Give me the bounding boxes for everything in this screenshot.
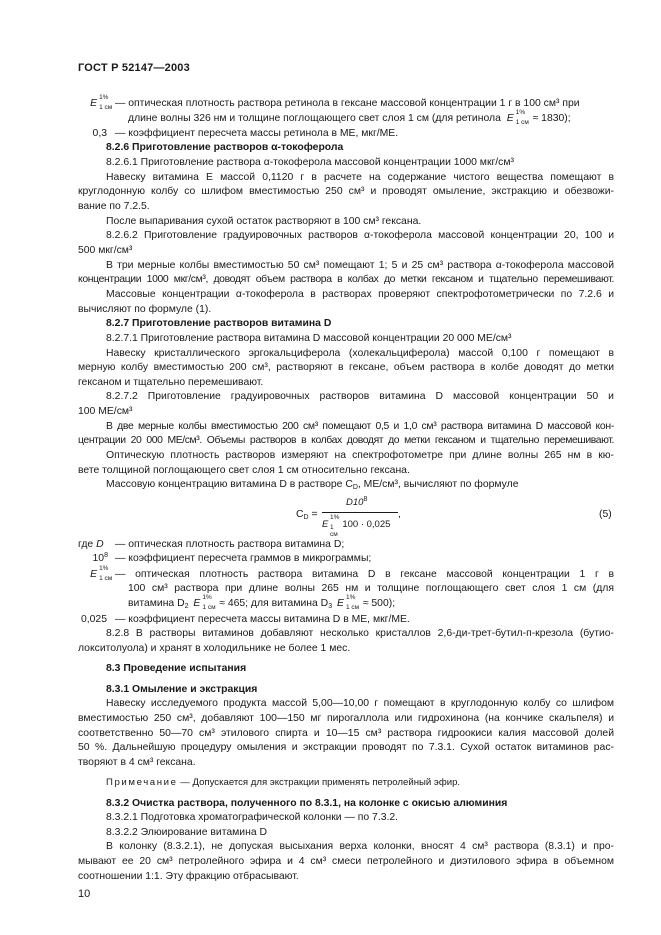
- para-832-a: В колонку (8.3.2.1), не допуская высыхания верха колонки, вносят 4 см³ раствора (8.3.1) и про-: [106, 841, 614, 852]
- para-827-p6: Массовую концентрацию витамина D в растворе $C_D$, МЕ/см³, вычисляют по формуле: [106, 479, 519, 491]
- def-108-symbol: $10^8$: [92, 552, 108, 564]
- def-e1cm-line1: — оптическая плотность раствора ретинола в гексане массовой концентрации 1 г в 100 см³ при: [115, 98, 580, 109]
- note-text: — Допускается для экстракции применять петролейный эфир.: [180, 777, 461, 788]
- def-symbol-03: 0,3: [92, 128, 107, 139]
- para-826-p6b: вычисляют по формуле (1).: [78, 304, 212, 315]
- heading-83: 8.3 Проведение испытания: [106, 663, 247, 674]
- para-831-a: Навеску исследуемого продукта массой 5,00—10,00 г помещают в круглодонную колбу со шлифом: [106, 698, 614, 709]
- para-827-p5a: Оптическую плотность растворов измеряют на спектрофотометре при длине волны 265 нм в кю-: [106, 450, 614, 461]
- para-828-b: локситолуола) и хранят в холодильнике не более 1 мес.: [78, 643, 351, 654]
- para-828-a: 8.2.8 В растворы витаминов добавляют несколько кристаллов 2,6-ди-трет-бутил-п-крезола (бутио-: [106, 628, 614, 639]
- def-108-text: — коэффициент пересчета граммов в микрограммы;: [115, 553, 372, 564]
- para-831-e: творяют в 4 см³ гексана.: [78, 757, 196, 768]
- formula-fraction-line: [322, 512, 398, 513]
- para-827-p2a: Навеску кристаллического эргокальциферола (холекальциферола) массой 0,100 г помещают в: [106, 348, 614, 359]
- heading-826: 8.2.6 Приготовление растворов α-токоферола: [106, 142, 344, 153]
- para-826-p6a: Массовые концентрации α-токоферола в растворах проверяют спектрофотометрически по 7.2.6 и: [106, 289, 614, 300]
- para-8272-b: 100 МЕ/см³: [78, 406, 133, 417]
- para-831-d: 50 %. Дальнейшую процедуру омыления и экстракции проводят по 7.3.1. Сухой остаток витаминов рас-: [78, 742, 614, 753]
- para-8272-a: 8.2.7.2 Приготовление градуировочных растворов витамина D массовой концентрации 50 и: [106, 391, 614, 402]
- note: [78, 776, 614, 791]
- para-827-p4b: центрации 20 000 МЕ/см³. Объемы растворов в колбах доводят до метки гексаном и тщательно перемешивают.: [78, 435, 614, 446]
- heading-832: 8.3.2 Очистка раствора, полученного по 8.3.1, на колонке с окисью алюминия: [106, 798, 508, 809]
- para-8271: 8.2.7.1 Приготовление раствора витамина D массовой концентрации 20 000 МЕ/см³: [106, 333, 512, 344]
- formula-denominator: E 1% 1 см 100 · 0,025: [322, 514, 391, 538]
- def-e1cm-d-line1: — оптическая плотность раствора витамина D в гексане массовой концентрации 1 г в: [115, 569, 614, 580]
- para-8322: 8.3.2.2 Элюирование витамина D: [106, 827, 267, 838]
- formula-number: (5): [599, 509, 612, 520]
- para-826-p2b: круглодонную колбу со шлифом вместимостью 250 см³ и проводят омыление, экстракцию и обезвожи-: [78, 186, 614, 197]
- def-0025-symbol: 0,025: [80, 614, 107, 625]
- para-826-p2c: вание по 7.2.5.: [78, 201, 150, 212]
- e-symbol: E 1% 1 см: [90, 94, 113, 111]
- def-d-text: — оптическая плотность раствора витамина D;: [115, 539, 345, 550]
- para-8321: 8.3.2.1 Подготовка хроматографической колонки — по 7.3.2.: [106, 812, 399, 823]
- para-831-b: вместимостью 250 см³, добавляют 100—150 мг пирогаллола или гидрохинона (на кончике скальпеля) и: [78, 713, 614, 724]
- para-8262-a: 8.2.6.2 Приготовление градуировочных растворов α-токоферола массовой концентрации 20, 100 и: [106, 230, 614, 241]
- def-e1cm-d-line2: 100 см³ раствора при длине волны 265 нм и толщине поглощающего свет слоя 1 см (для: [128, 583, 614, 594]
- formula-lhs: $C_D$ =: [296, 509, 318, 521]
- para-827-p5b: вете толщиной поглощающего свет слоя 1 см относительно гексана.: [78, 465, 410, 476]
- formula-numerator: $D10^8$: [346, 496, 368, 508]
- para-8261: 8.2.6.1 Приготовление раствора α-токоферола массовой концентрации 1000 мкг/см³: [106, 157, 514, 168]
- para-826-p2a: Навеску витамина Е массой 0,1120 г в расчете на содержание чистого вещества помещают в: [106, 172, 614, 183]
- para-827-p2b: мерную колбу вместимостью 200 см³, растворяют в гексане, объем раствора в колбе доводят до метки: [78, 362, 614, 373]
- para-826-p3: После выпаривания сухой остаток растворяют в 100 см³ гексана.: [106, 216, 422, 227]
- para-832-c: соотношении 1:1. Эту фракцию отбрасывают.: [78, 871, 299, 882]
- document-header: ГОСТ Р 52147—2003: [78, 62, 190, 74]
- where-label: где D: [78, 539, 104, 550]
- page-number: 10: [78, 888, 91, 900]
- page: ГОСТ Р 52147—2003 E 1% 1 см — оптическая плотность раствора ретинола в гексане массовой концентрации 1 г в 100 см³ при длине волны 326 нм и толщине поглощающего свет слоя 1 см (для ретинола E 1% 1 см ≈ 1830); 0,3 — коэффициент пересчета массы ретинола в МЕ, мкг/МЕ. 8.2.6 Приготовление растворов α-токоферола 8.2.6.1 Приготовление раствора α-токоферола массовой концентрации 1000 мкг/см³ Навеску витамина Е массой 0,1120 г в расчете на содержание чистого вещества помещают в круглодонную колбу со шлифом вместимостью 250 см³ и проводят омыление, экстракцию и обезвожи- вание по 7.2.5. После выпаривания сухой остаток растворяют в 100 см³ гексана. 8.2.6.2 Приготовление градуировочных растворов α-токоферола массовой концентрации 20, 100 и 500 мкг/см³ В три мерные колбы вместимостью 50 см³ помещают 1; 5 и 25 см³ раствора α-токоферола массовой концентрации 1000 мкг/см³, доводят объем раствора в колбах до метки гексаном и тщательно перемешивают. Массовые концентрации α-токоферола в растворах проверяют спектрофотометрически по 7.2.6 и вычисляют по формуле (1). 8.2.7 Приготовление растворов витамина D 8.2.7.1 Приготовление раствора витамина D массовой концентрации 20 000 МЕ/см³ Навеску кристаллического эргокальциферола (холекальциферола) массой 0,100 г помещают в мерную колбу вместимостью 200 см³, растворяют в гексане, объем раствора в колбе доводят до метки гексаном и тщательно перемешивают. 8.2.7.2 Приготовление градуировочных растворов витамина D массовой концентрации 50 и 100 МЕ/см³ В две мерные колбы вместимостью 200 см³ помещают 0,5 и 1,0 см³ раствора витамина D массовой кон- центрации 20 000 МЕ/см³. Объемы растворов в колбах доводят до метки гексаном и тщательно перемешивают. Оптическую плотность растворов измеряют на спектрофотометре при длине волны 265 нм в кю- вете толщиной поглощающего свет слоя 1 см относительно гексана. Массовую концентрацию витамина D в растворе $C_D$, МЕ/см³, вычисляют по формуле $C_D$ = $D10^8$ E 1% 1 см 100 · 0,025 , (5) где D — оптическая плотность раствора витамина D; $10^8$ — коэффициент пересчета граммов в микрограммы; E 1% 1 см — оптическая плотность раствора витамина D в гексане массовой концентрации 1 г в 100 см³ раствора при длине волны 265 нм и толщине поглощающего свет слоя 1 см (для витамина $D_2$ E 1% 1 см ≈ 465; для витамина $D_3$ E 1% 1 см ≈ 500); 0,025 — коэффициент пересчета массы витамина D в МЕ, мкг/МЕ. 8.2.8 В растворы витаминов добавляют несколько кристаллов 2,6-ди-трет-бутил-п-крезола (бутио- локситолуола) и хранят в холодильнике не более 1 мес. 8.3 Проведение испытания 8.3.1 Омыление и экстракция Навеску исследуемого продукта массой 5,00—10,00 г помещают в круглодонную колбу со шлифом вместимостью 250 см³, добавляют 100—150 мг пирогаллола или гидрохинона (на кончике скальпеля) и соответственно 50—70 см³ этилового спирта и 10—15 см³ раствора гидроокиси калия массовой долей 50 %. Дальнейшую процедуру омыления и экстракции проводят по 7.3.1. Сухой остаток витаминов рас- творяют в 4 см³ гексана. Примечание — Допускается для экстракции применять петролейный эфир. 8.3.2 Очистка раствора, полученного по 8.3.1, на колонке с окисью алюминия 8.3.2.1 Подготовка хроматографической колонки — по 7.3.2. 8.3.2.2 Элюирование витамина D В колонку (8.3.2.1), не допуская высыхания верха колонки, вносят 4 см³ раствора (8.3.1) и про- мывают ее 20 см³ петролейного эфира и 4 см³ смеси петролейного и диэтилового эфира в объемном соотношении 1:1. Эту фракцию отбрасывают. 10: [0, 0, 661, 935]
- def-e1cm-line2: длине волны 326 нм и толщине поглощающего свет слоя 1 см (для ретинола E 1% 1 см ≈ 1830);: [128, 109, 571, 126]
- def-0025-text: — коэффициент пересчета массы витамина D в МЕ, мкг/МЕ.: [115, 614, 410, 625]
- def-e1cm-d-line3: витамина $D_2$ E 1% 1 см ≈ 465; для витамина $D_3$ E 1% 1 см ≈ 500);: [128, 594, 396, 611]
- heading-831: 8.3.1 Омыление и экстракция: [106, 684, 258, 695]
- para-826-p5b: концентрации 1000 мкг/см³, доводят объем раствора в колбах до метки гексаном и тщательно перемешивают.: [78, 274, 614, 285]
- para-827-p2c: гексаном и тщательно перемешивают.: [78, 377, 264, 388]
- para-827-p4a: В две мерные колбы вместимостью 200 см³ помещают 0,5 и 1,0 см³ раствора витамина D массовой кон-: [106, 421, 614, 432]
- para-8262-b: 500 мкг/см³: [78, 245, 133, 256]
- def-symbol-e1cm: [78, 94, 113, 112]
- para-832-b: мывают ее 20 см³ петролейного эфира и 4 см³ смеси петролейного и диэтилового эфира в объемном: [78, 856, 614, 867]
- para-831-c: соответственно 50—70 см³ этилового спирта и 10—15 см³ раствора гидроокиси калия массовой долей: [78, 728, 614, 739]
- para-826-p5a: В три мерные колбы вместимостью 50 см³ помещают 1; 5 и 25 см³ раствора α-токоферола массовой: [106, 260, 614, 271]
- def-03-text: — коэффициент пересчета массы ретинола в МЕ, мкг/МЕ.: [115, 128, 399, 139]
- heading-827: 8.2.7 Приготовление растворов витамина D: [106, 318, 332, 329]
- note-label: Примечание: [106, 777, 178, 788]
- def-e1cm-d-symbol: E 1% 1 см: [90, 565, 113, 582]
